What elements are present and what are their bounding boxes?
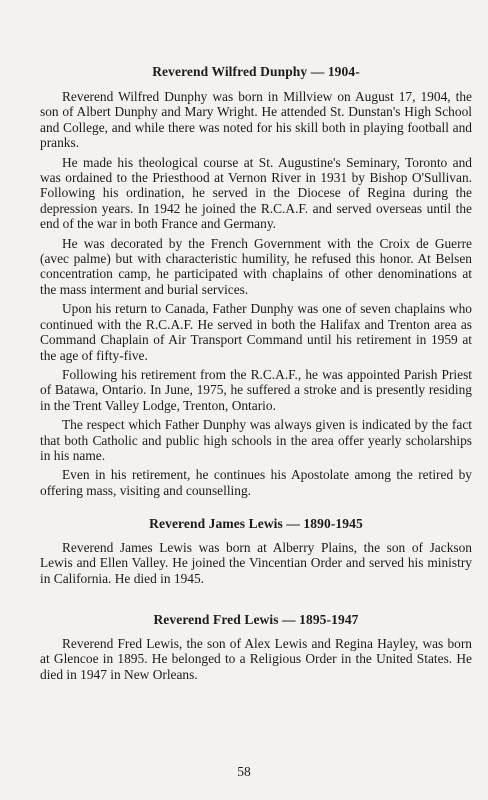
- section-heading: Reverend Fred Lewis — 1895-1947: [153, 612, 359, 627]
- section-james-lewis: [40, 516, 472, 586]
- section-heading: Reverend Wilfred Dunphy — 1904-: [152, 64, 360, 79]
- section-heading: Reverend James Lewis — 1890-1945: [149, 516, 363, 531]
- paragraph: Upon his return to Canada, Father Dunphy was one of seven chaplains who continued with the R.C.A.F. He served in both the Halifax and Trenton area as Command Chaplain of Air Transport Command until his retirement in 1959 at the age of fifty-five.: [40, 301, 472, 363]
- paragraph: Reverend James Lewis was born at Alberry Plains, the son of Jackson Lewis and Ellen Valley. He joined the Vincentian Order and served his ministry in California. He died in 1945.: [40, 540, 472, 586]
- show-through-text: [232, 700, 392, 740]
- page-number: 58: [237, 764, 251, 779]
- paragraph: The respect which Father Dunphy was always given is indicated by the fact that both Catholic and public high schools in the area offer yearly scholarships in his name.: [40, 417, 472, 463]
- section-fred-lewis: [40, 612, 472, 682]
- paragraph: He made his theological course at St. Augustine's Seminary, Toronto and was ordained to the Priesthood at Vernon River in 1931 by Bishop O'Sullivan. Following his ordination, he served in the Diocese of Regina during the depression years. In 1942 he joined the R.C.A.F. and served overseas until the end of the war in both France and Germany.: [40, 154, 472, 232]
- paragraph: Reverend Wilfred Dunphy was born in Millview on August 17, 1904, the son of Albert Dunphy and Mary Wright. He attended St. Dunstan's High School and College, and while there was noted for his skill both in playing football and pranks.: [40, 89, 472, 151]
- section-wilfred-dunphy: [40, 64, 472, 498]
- paragraph: Reverend Fred Lewis, the son of Alex Lewis and Regina Hayley, was born at Glencoe in 1895. He belonged to a Religious Order in the United States. He died in 1947 in New Orleans.: [40, 636, 472, 682]
- paragraph: He was decorated by the French Government with the Croix de Guerre (avec palme) but with characteristic humility, he refused this honor. At Belsen concentration camp, he participated with chaplains of other denominations at the mass interment and burial services.: [40, 235, 472, 297]
- paragraph: Following his retirement from the R.C.A.F., he was appointed Parish Priest of Batawa, Ontario. In June, 1975, he suffered a stroke and is presently residing in the Trent Valley Lodge, Trenton, Ontario.: [40, 366, 472, 413]
- paragraph: Even in his retirement, he continues his Apostolate among the retired by offering mass, visiting and counselling.: [40, 467, 472, 498]
